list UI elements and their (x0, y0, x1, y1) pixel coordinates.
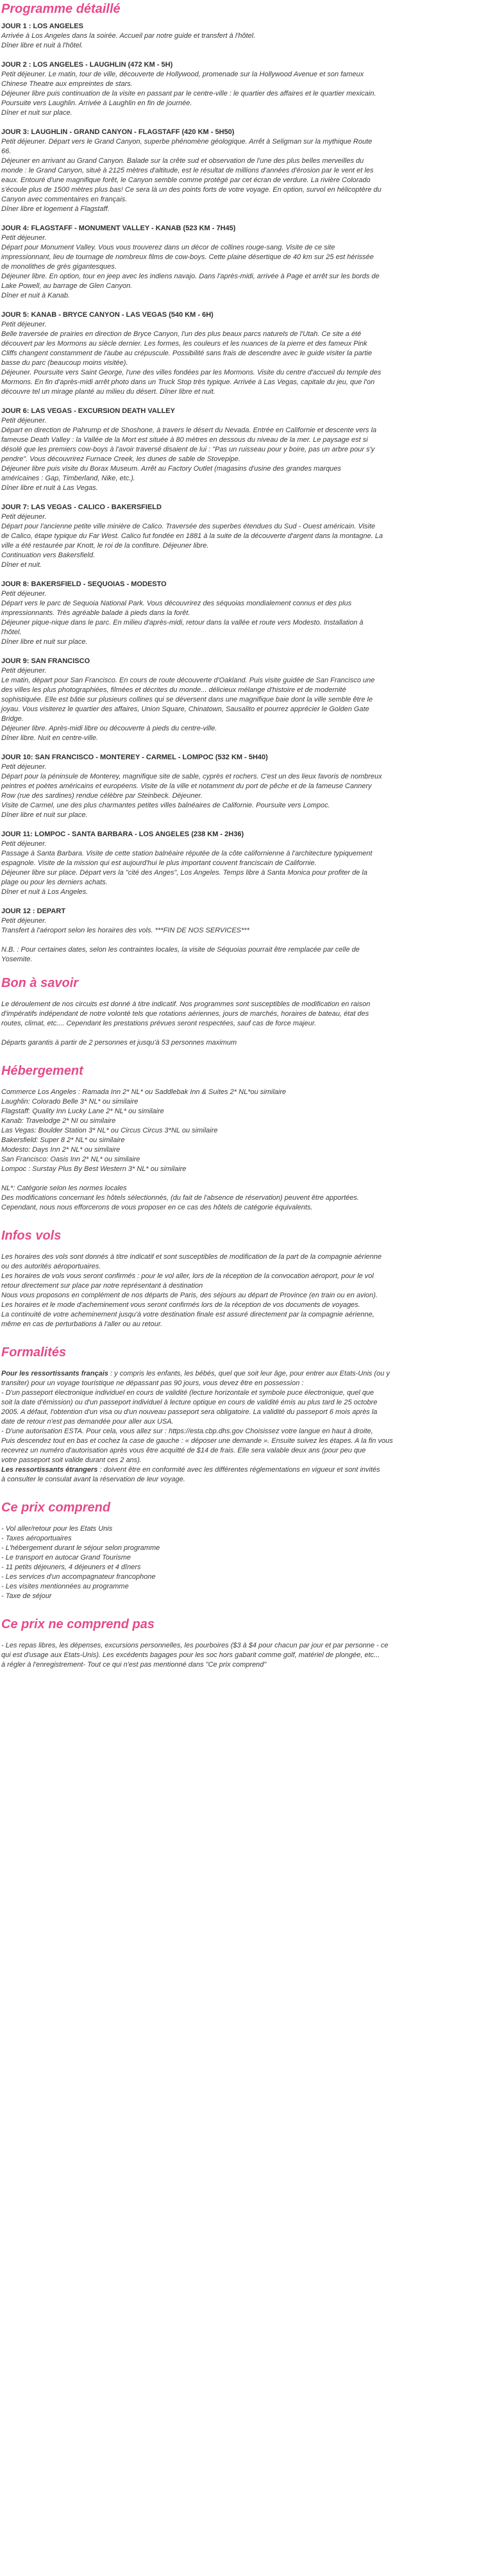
day-block (1, 310, 485, 397)
prix-comprend-section (1, 1499, 485, 1601)
vols-line: même en cas de perturbations à l'aller ou au retour. (1, 1320, 163, 1328)
note-line: Yosemite. (1, 955, 33, 963)
included-item: - 11 petits déjeuners, 4 déjeuners et 4 dîners (1, 1563, 141, 1571)
day-block (1, 128, 485, 214)
paragraph-line: routes, climat, etc.... Cependant les prestations prévues seront respectées, sauf cas de force majeur. (1, 1020, 317, 1027)
hotel-line: Modesto: Days Inn 2* NL* ou similaire (1, 1146, 121, 1154)
day-text-line: Déjeuner libre puis continuation de la visite en passant par le centre-ville : le quartier des affaires et le quartier mexicain. (1, 90, 376, 97)
day-text-line: Départ pour Monument Valley. Vous vous trouverez dans un décor de collines rouge-sang. Visite de ce site (1, 244, 335, 251)
day-text-line: Déjeuner libre. Après-midi libre ou découverte à pieds du centre-ville. (1, 725, 217, 732)
day-text-line: Chinese Theatre aux empreintes de stars. (1, 80, 133, 88)
hotel-line: Kanab: Travelodge 2* NI ou similaire (1, 1117, 116, 1125)
day-title: JOUR 6: LAS VEGAS - EXCURSION DEATH VALLEY (1, 407, 175, 415)
day-text-line: Départ vers le parc de Sequoia National Park. Vous découvrirez des séquoias mondialement connus et des plus (1, 600, 352, 607)
vols-line: retour directement sur place par notre représentant à destination (1, 1282, 203, 1290)
day-text-line: des villes les plus photographiées, filmées et décrites du monde... délicieux mélange d'histoire et de modernité (1, 686, 346, 694)
hotel-line: Commerce Los Angeles : Ramada Inn 2* NL* ou Saddlebak Inn & Suites 2* NL*ou similaire (1, 1088, 287, 1096)
departs-garantis: Départs garantis à partir de 2 personnes et jusqu'à 53 personnes maximum (1, 1039, 237, 1047)
day-title: JOUR 12 : DEPART (1, 907, 66, 915)
day-title: JOUR 9: SAN FRANCISCO (1, 657, 90, 665)
infos-vols-paragraph (1, 1252, 485, 1329)
day-block (1, 580, 485, 647)
footnote-line: Des modifications concernant les hôtels sélectionnés, (du fait de l'absence de réservation) peuvent être apportées. (1, 1194, 359, 1202)
hebergement-heading: Hébergement (1, 1064, 83, 1078)
day-text-line: monde : le Grand Canyon, situé à 2125 mètres d'altitude, est le résultat de millions d'années d'érosion par le vent et les (1, 167, 374, 174)
day-text-line: fameuse Death Valley : la Vallée de la Mort est située à 80 mètres en dessous du niveau de la mer. Le paysage est si (1, 436, 368, 444)
day-block (1, 907, 485, 936)
day-text-line: Petit déjeuner. (1, 667, 47, 675)
day-text-line: Départ pour l'ancienne petite ville minière de Calico. Traversée des superbes étendues du Sud - Ouest américain. Visite (1, 523, 376, 530)
day-text-line: Déjeuner libre puis visite du Borax Museum. Arrêt au Factory Outlet (magasins d'usine des grandes marques (1, 465, 341, 473)
day-text-line: Row (rue des sardines) rendue célèbre par Steinbeck. Déjeuner. (1, 792, 203, 800)
day-text-line: espagnole. Visite de la mission qui est aujourd'hui le plus important couvent franciscain de Californie. (1, 859, 317, 867)
prix-comprend-list (1, 1524, 485, 1601)
day-text-line: Passage à Santa Barbara. Visite de cette station balnéaire réputée de la côte californienne à l'architecture typiquement (1, 850, 373, 857)
day-block (1, 830, 485, 897)
day-text-line: Dîner libre et nuit à Las Vegas. (1, 484, 98, 492)
day-text-line: Arrivée à Los Angeles dans la soirée. Accueil par notre guide et transfert à l'hôtel. (1, 32, 256, 40)
day-text-line: découvert par les Mormons au siècle dernier. Les formes, les couleurs et les nuances de la pierre et des fameux Pink (1, 340, 367, 348)
day-text-line: Visite de Carmel, une des plus charmantes petites villes balnéaires de Californie. Poursuite vers Lompoc. (1, 802, 330, 809)
hotel-line: Lompoc : Surstay Plus By Best Western 3* NL* ou similaire (1, 1165, 187, 1173)
day-text-line: s'écoule plus de 1500 mètres plus bas! Ce sera là un des points forts de votre voyage. En option, survol en hélicoptère du (1, 186, 381, 194)
included-item: - Taxe de séjour (1, 1592, 52, 1600)
hotel-line: Laughlin: Colorado Belle 3* NL* ou similaire (1, 1098, 138, 1106)
day-text-line: Dîner et nuit sur place. (1, 109, 72, 117)
prix-ne-comprend-heading: Ce prix ne comprend pas (1, 1617, 155, 1631)
formalites-heading: Formalités (1, 1345, 67, 1360)
day-text-line: Dîner libre et logement à Flagstaff. (1, 205, 110, 213)
day-text-line: Petit déjeuner. (1, 917, 47, 925)
vols-line: Les horaires des vols sont donnés à titre indicatif et sont susceptibles de modification de la part de la compagnie aérienne (1, 1253, 382, 1261)
formalites-francais (1, 1369, 485, 1465)
day-text-line: Mormons. En fin d'après-midi arrêt photo dans un Truck Stop très typique. Arrivée à Las Vegas, capitale du jeu, que l'on (1, 378, 375, 386)
included-item: - Les visites mentionnées au programme (1, 1583, 129, 1590)
day-text-line: 66. (1, 147, 12, 155)
day-text-line: impressionnant, lieu de tournage de nombreux films de cow-boys. Cette plaine désertique de 40 km sur 25 est hérissée (1, 253, 374, 261)
bon-a-savoir-section (1, 974, 485, 1048)
day-title: JOUR 10: SAN FRANCISCO - MONTEREY - CARMEL - LOMPOC (532 KM - 5H40) (1, 753, 268, 761)
day-text-line: l'hôtel. (1, 628, 22, 636)
day-text-line: Dîner libre et nuit à l'hôtel. (1, 42, 83, 49)
formalites-line: à consulter le consulat avant la réservation de leur voyage. (1, 1476, 185, 1483)
formalites-line (1, 1465, 485, 1475)
prix-ne-comprend-list (1, 1641, 485, 1670)
ressortissants-lead: Pour les ressortissants français (1, 1370, 108, 1377)
formalites-line: votre passeport soit valide durant ces 2 ans). (1, 1456, 142, 1464)
day-text-line: de monolithes de grès gigantesques. (1, 263, 117, 271)
formalites-line: date de retour n'est pas demandée pour aller aux USA. (1, 1418, 174, 1426)
day-text-line: Petit déjeuner. (1, 321, 47, 328)
formalites-text: : doivent être en conformité avec les différentes réglementations en vigueur et sont invités (97, 1466, 380, 1474)
day-text-line: Petit déjeuner. (1, 417, 47, 425)
day-text-line: Canyon avec commentaires en français. (1, 196, 128, 203)
vols-line: Nous vous proposons en complément de nos départs de Paris, des séjours au départ de Province (en train ou en avion). (1, 1292, 378, 1299)
day-text-line: désolé que les premiers cow-boys à l'avoir traversé disaient de lui : "Pas un ruisseau pour y boire, pas un arbre pour s'y (1, 446, 375, 453)
day-title: JOUR 4: FLAGSTAFF - MONUMENT VALLEY - KANAB (523 KM - 7H45) (1, 224, 236, 232)
day-text-line: Bridge. (1, 715, 24, 723)
hotel-list (1, 1088, 485, 1174)
day-text-line: Petit déjeuner. (1, 590, 47, 598)
excluded-line: - Les repas libres, les dépenses, excursions personnelles, les pourboires ($3 à $4 pour chacun par jour et par personne - ce (1, 1642, 389, 1649)
hebergement-section (1, 1062, 485, 1213)
day-text-line: peintres et poètes américains et européens. Visite de la ville et notamment du port de pêche et de la fameuse Cannery (1, 782, 372, 790)
day-text-line: Dîner libre. Nuit en centre-ville. (1, 734, 99, 742)
note-line: N.B. : Pour certaines dates, selon les contraintes locales, la visite de Séquoias pourrait être remplacée par celle de (1, 946, 360, 954)
day-text-line: Dîner libre et nuit sur place. (1, 638, 88, 646)
day-text-line: Déjeuner pique-nique dans le parc. En milieu d'après-midi, retour dans la vallée et route vers Modesto. Installation à (1, 619, 364, 627)
prix-ne-comprend-section (1, 1615, 485, 1670)
vols-line: Les horaires et le mode d'acheminement vous seront confirmés lors de la réception de vos documents de voyages. (1, 1301, 360, 1309)
day-block (1, 224, 485, 301)
day-text-line: Dîner et nuit à Los Angeles. (1, 888, 88, 896)
paragraph-line: d'impératifs indépendant de notre volonté tels que rotations aériennes, jours de marchés, horaires de bateau, état des (1, 1010, 369, 1018)
infos-vols-heading: Infos vols (1, 1229, 62, 1243)
prix-comprend-heading: Ce prix comprend (1, 1501, 111, 1515)
day-text-line: Dîner et nuit. (1, 561, 42, 569)
hotel-line: San Francisco: Oasis Inn 2* NL* ou similaire (1, 1156, 140, 1163)
day-title: JOUR 7: LAS VEGAS - CALICO - BAKERSFIELD (1, 503, 162, 511)
hotel-line: Bakersfield: Super 8 2* NL* ou similaire (1, 1136, 125, 1144)
programme-days (1, 22, 485, 936)
included-item: - Vol aller/retour pour les Etats Unis (1, 1525, 113, 1533)
included-item: - Le transport en autocar Grand Tourisme (1, 1554, 131, 1562)
formalites-line: Puis descendez tout en bas et cochez la case de gauche : « déposer une demande ». Ensuite suivez les étapes. A la fin vous (1, 1437, 393, 1445)
day-text-line: Déjeuner libre sur place. Départ vers la "cité des Anges", Los Angeles. Temps libre à Santa Monica pour profiter de la (1, 869, 367, 877)
day-title: JOUR 5: KANAB - BRYCE CANYON - LAS VEGAS (540 KM - 6H) (1, 311, 214, 319)
hotel-line: Flagstaff: Quality Inn Lucky Lane 2* NL* ou similaire (1, 1107, 164, 1115)
day-text-line: Dîner libre et nuit sur place. (1, 811, 88, 819)
hotel-line: Las Vegas: Boulder Station 3* NL* ou Circus Circus 3*NL ou similaire (1, 1127, 218, 1134)
day-text-line: eaux. Entouré d'une magnifique forêt, le Canyon semble comme protégé par cet écran de verdure. La rivière Colorado (1, 176, 371, 184)
formalites-line: recevrez un numéro d'autorisation après vous être acquitté de $14 de frais. Elle sera valable deux ans (pour peu que (1, 1447, 366, 1454)
day-title: JOUR 11: LOMPOC - SANTA BARBARA - LOS ANGELES (238 KM - 2H36) (1, 830, 244, 838)
day-text-line: Petit déjeuner. (1, 840, 47, 848)
bon-a-savoir-paragraph (1, 1000, 485, 1029)
day-text-line: découvre tel un mirage planté au milieu du désert. Dîner libre et nuit. (1, 388, 215, 396)
day-text-line: Petit déjeuner. Départ vers le Grand Canyon, superbe phénomène géologique. Arrêt à Seligman sur la mythique Route (1, 138, 373, 146)
formalites-section (1, 1343, 485, 1485)
day-title: JOUR 3: LAUGHLIN - GRAND CANYON - FLAGSTAFF (420 KM - 5H50) (1, 128, 235, 136)
day-text-line: Dîner et nuit à Kanab. (1, 292, 71, 299)
formalites-line: - D'une autorisation ESTA. Pour cela, vous allez sur : https://esta.cbp.dhs.gov Choisissez votre langue en haut à droite, (1, 1427, 373, 1435)
day-text-line: Déjeuner libre. En option, tour en jeep avec les indiens navajo. Dans l'après-midi, arrivée à Page et arrêt sur les bords de (1, 273, 380, 280)
day-text-line: Petit déjeuner. (1, 513, 47, 521)
day-text-line: Transfert à l'aéroport selon les horaires des vols. ***FIN DE NOS SERVICES*** (1, 927, 249, 934)
formalites-line: - D'un passeport électronique individuel en cours de validité (lecture horizontale et symbole puce électronique, quel que (1, 1389, 374, 1397)
day-text-line: ville a été restaurée par Knott, le roi de la confiture. Déjeuner libre. (1, 542, 209, 550)
included-item: - Taxes aéroportuaires (1, 1535, 72, 1542)
day-text-line: Le matin, départ pour San Francisco. En cours de route découverte d'Oakland. Puis visite guidée de San Francisco une (1, 677, 375, 684)
day-block (1, 753, 485, 820)
day-text-line: Belle traversée de prairies en direction de Bryce Canyon, l'un des plus beaux parcs naturels de l'Utah. Ce site a été (1, 330, 362, 338)
day-text-line: Départ en direction de Pahrump et de Shoshone, à travers le désert du Nevada. Entrée en Californie et descente vers la (1, 426, 377, 434)
sequoia-note (1, 945, 485, 964)
day-block (1, 60, 485, 118)
day-text-line: américaines : Gap, Timberland, Nike, etc.). (1, 475, 135, 482)
footnote-line: Cependant, nous nous efforcerons de vous proposer en ce cas des hôtels de catégorie équivalents. (1, 1204, 313, 1211)
day-text-line: impressionnants. Très agréable balade à pieds dans la forêt. (1, 609, 190, 617)
day-text-line: Lake Powell, au barrage de Glen Canyon. (1, 282, 133, 290)
footnote-line: NL*: Catégorie selon les normes locales (1, 1184, 127, 1192)
excluded-line: à régler à l'enregistrement- Tout ce qui n'est pas mentionné dans "Ce prix comprend" (1, 1661, 267, 1669)
day-text-line: basse du parc (beaucoup moins visitée). (1, 359, 128, 367)
day-block (1, 657, 485, 743)
vols-line: La continuité de votre acheminement jusqu'à votre destination finale est assuré directement par la compagnie aérienne, (1, 1311, 374, 1318)
day-block (1, 407, 485, 493)
day-block (1, 22, 485, 51)
day-text-line: de Calico, étape typique du Far West. Calico fut fondée en 1881 à la suite de la découverte d'argent dans la montagne. La (1, 532, 383, 540)
day-text-line: Départ pour la péninsule de Monterey, magnifique site de sable, cyprès et rochers. C'est un des lieux favoris de nombreux (1, 773, 382, 780)
formalites-line: 2005. A défaut, l'obtention d'un visa ou d'un nouveau passeport sera obligatoire. La validité du passeport 6 mois après la (1, 1408, 378, 1416)
vols-line: ou des autorités aéroportuaires. (1, 1263, 101, 1270)
day-text-line: Petit déjeuner. (1, 234, 47, 242)
excluded-line: qui est d'usage aux Etats-Unis). Les excédents bagages pour les soc hors gabarit comme golf, matériel de plongée, etc... (1, 1651, 380, 1659)
included-item: - L'hébergement durant le séjour selon programme (1, 1544, 160, 1552)
formalites-text: : y compris les enfants, les bébés, quel que soit leur âge, pour entrer aux Etats-Unis (ou y (108, 1370, 390, 1377)
included-item: - Les services d'un accompagnateur francophone (1, 1573, 156, 1581)
day-text-line: plage ou pour les derniers achats. (1, 879, 108, 886)
formalites-etrangers (1, 1465, 485, 1485)
formalites-line: soit la date d'émission) ou d'un passeport individuel à lecture optique en cours de validité émis au plus tard le 25 octobre (1, 1399, 378, 1406)
day-text-line: pendre". Vous découvrirez Furnace Creek, les dunes de sable de Stovepipe. (1, 455, 240, 463)
formalites-line (1, 1369, 485, 1379)
day-text-line: Déjeuner en arrivant au Grand Canyon. Balade sur la crête sud et observation de l'une des plus belles merveilles du (1, 157, 364, 165)
vols-line: Les horaires de vols vous seront confirmés : pour le vol aller, lors de la réception de la convocation aéroport, pour le vol (1, 1272, 374, 1280)
day-title: JOUR 1 : LOS ANGELES (1, 22, 83, 30)
infos-vols-section (1, 1227, 485, 1329)
day-block (1, 503, 485, 570)
day-title: JOUR 8: BAKERSFIELD - SEQUOIAS - MODESTO (1, 580, 167, 588)
day-text-line: sophistiquée. Elle est bâtie sur plusieurs collines qui se déversent dans une magnifique baie dont la ville semble être le (1, 696, 373, 703)
day-text-line: Continuation vers Bakersfield. (1, 551, 96, 559)
bon-a-savoir-heading: Bon à savoir (1, 976, 79, 990)
etrangers-lead: Les ressortissants étrangers (1, 1466, 98, 1474)
day-text-line: Petit déjeuner. (1, 763, 47, 771)
formalites-line: transiter) pour un voyage touristique ne dépassant pas 90 jours, vous devez être en possession : (1, 1379, 304, 1387)
day-text-line: joyau. Vous visiterez le quartier des affaires, Union Square, Chinatown, Sausalito et pourrez apprécier le Golden Gate (1, 705, 369, 713)
day-text-line: Cliffs changent constamment de l'aube au crépuscule. Possibilité sans frais de descendre avec le guide visiter la partie (1, 349, 373, 357)
day-text-line: Poursuite vers Laughlin. Arrivée à Laughlin en fin de journée. (1, 99, 192, 107)
day-text-line: Petit déjeuner. Le matin, tour de ville, découverte de Hollywood, promenade sur la Hollywood Avenue et son fameux (1, 71, 364, 78)
day-title: JOUR 2 : LOS ANGELES - LAUGHLIN (472 KM - 5H) (1, 61, 173, 69)
programme-heading: Programme détaillé (1, 2, 121, 16)
hebergement-footnote (1, 1184, 485, 1213)
day-text-line: Déjeuner. Poursuite vers Saint George, l'une des villes fondées par les Mormons. Visite du centre d'accueil du temple des (1, 369, 381, 376)
paragraph-line: Le déroulement de nos circuits est donné à titre indicatif. Nos programmes sont susceptibles de modification en raison (1, 1000, 371, 1008)
